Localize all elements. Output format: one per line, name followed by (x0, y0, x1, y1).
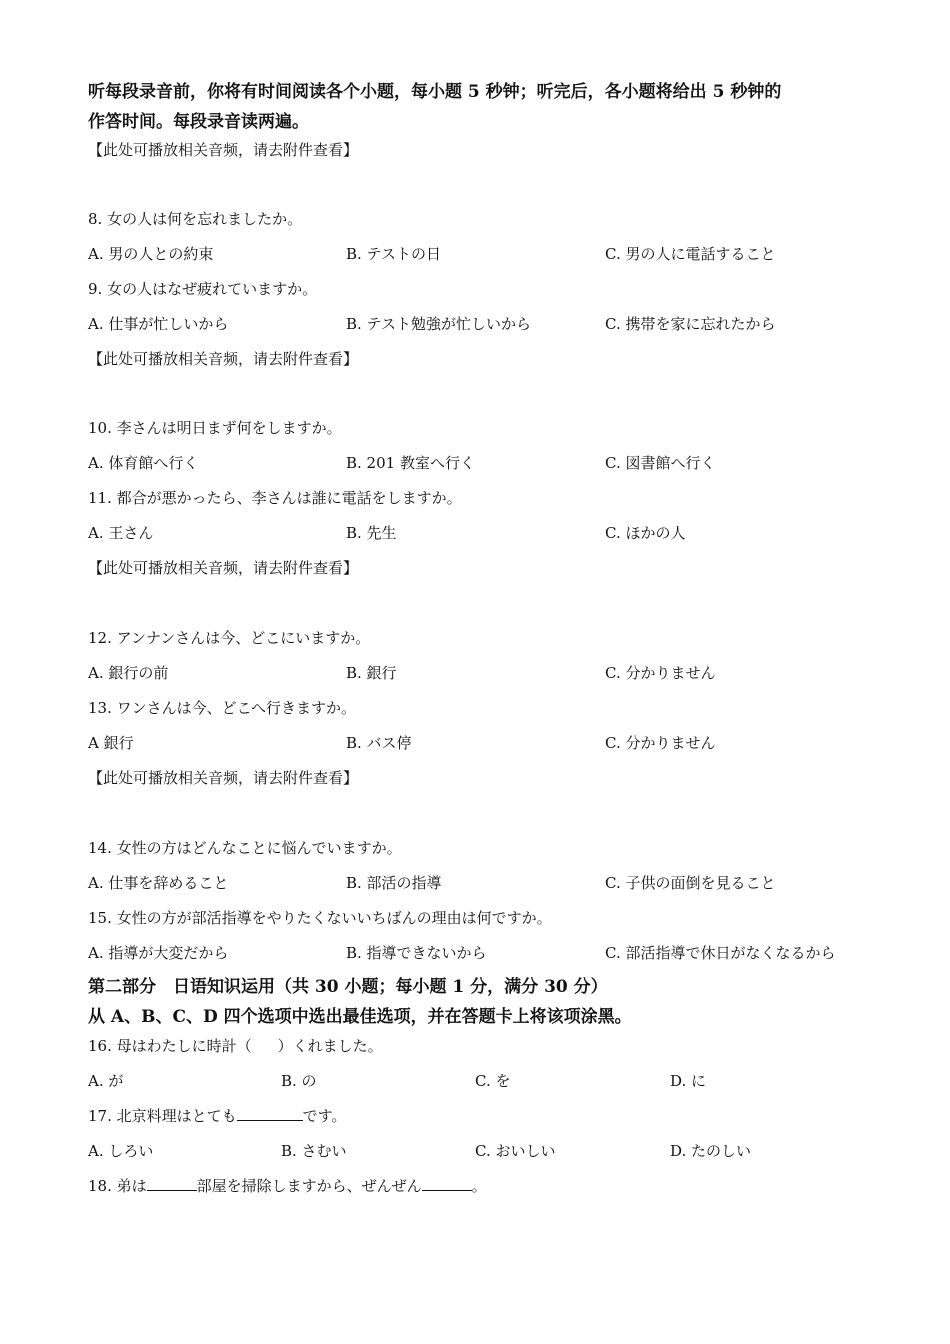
audio-note[interactable]: 【此处可播放相关音频，请去附件查看】 (88, 350, 359, 368)
question-13: 13. ワンさんは今、どこへ行きますか。 (88, 699, 357, 717)
question-10: 10. 李さんは明日まず何をしますか。 (88, 419, 342, 437)
q15-option-b: B. 指導できないから (346, 944, 487, 962)
q14-option-c: C. 子供の面倒を見ること (605, 874, 776, 892)
question-16 (88, 1036, 383, 1056)
q16-option-d: D. に (670, 1072, 707, 1090)
q11-option-a: A. 王さん (88, 524, 154, 542)
q14-option-b: B. 部活の指導 (346, 874, 442, 892)
question-14: 14. 女性の方はどんなことに悩んでいますか。 (88, 839, 402, 857)
q18-text-mid: 部屋を掃除しますから、ぜんぜん (196, 1177, 422, 1195)
q8-option-b: B. テストの日 (346, 245, 441, 263)
question-9: 9. 女の人はなぜ疲れていますか。 (88, 280, 318, 298)
q11-option-c: C. ほかの人 (605, 524, 686, 542)
q18-text-post: 。 (471, 1177, 487, 1195)
q17-option-b: B. さむい (281, 1142, 347, 1160)
q8-option-a: A. 男の人との約束 (88, 245, 214, 263)
part2-title: 第二部分 日语知识运用（共 30 小题；每小题 1 分，满分 30 分） (88, 977, 608, 997)
q16-option-c: C. を (475, 1072, 511, 1090)
q16-text-post: ）くれました。 (277, 1037, 383, 1055)
question-17 (88, 1106, 346, 1126)
q13-option-c: C. 分かりません (605, 734, 716, 752)
q15-option-a: A. 指導が大変だから (88, 944, 229, 962)
question-12: 12. アンナンさんは今、どこにいますか。 (88, 629, 371, 647)
question-8: 8. 女の人は何を忘れましたか。 (88, 210, 303, 228)
q18-blank-2 (422, 1176, 472, 1191)
q17-option-c: C. おいしい (475, 1142, 556, 1160)
q9-option-a: A. 仕事が忙しいから (88, 315, 229, 333)
audio-note[interactable]: 【此处可播放相关音频，请去附件查看】 (88, 141, 359, 159)
q17-blank (237, 1106, 303, 1121)
intro-line-1: 听每段录音前，你将有时间阅读各个小题，每小题 5 秒钟；听完后，各小题将给出 5 秒钟的 (88, 82, 782, 102)
q16-option-a: A. が (88, 1072, 124, 1090)
q13-option-b: B. バス停 (346, 734, 412, 752)
q18-text-pre: 18. 弟は (88, 1177, 147, 1195)
q16-option-b: B. の (281, 1072, 317, 1090)
part2-instruction: 从 A、B、C、D 四个选项中选出最佳选项，并在答题卡上将该项涂黑。 (88, 1007, 632, 1027)
q8-option-c: C. 男の人に電話すること (605, 245, 776, 263)
question-11: 11. 都合が悪かったら、李さんは誰に電話をしますか。 (88, 489, 462, 507)
intro-line-2: 作答时间。每段录音读两遍。 (88, 112, 309, 132)
q17-text-post: です。 (302, 1107, 347, 1125)
q12-option-c: C. 分かりません (605, 664, 716, 682)
audio-note[interactable]: 【此处可播放相关音频，请去附件查看】 (88, 559, 359, 577)
q13-option-a: A 銀行 (88, 734, 134, 752)
question-15: 15. 女性の方が部活指導をやりたくないいちばんの理由は何ですか。 (88, 909, 552, 927)
q11-option-b: B. 先生 (346, 524, 397, 542)
q10-option-c: C. 図書館へ行く (605, 454, 716, 472)
q9-option-c: C. 携帯を家に忘れたから (605, 315, 776, 333)
q17-option-d: D. たのしい (670, 1142, 752, 1160)
q16-text-pre: 16. 母はわたしに時計（ (88, 1037, 252, 1055)
q15-option-c: C. 部活指導で休日がなくなるから (605, 944, 836, 962)
question-18 (88, 1176, 487, 1196)
q10-option-a: A. 体育館へ行く (88, 454, 199, 472)
q17-option-a: A. しろい (88, 1142, 154, 1160)
audio-note[interactable]: 【此处可播放相关音频，请去附件查看】 (88, 769, 359, 787)
q12-option-b: B. 銀行 (346, 664, 397, 682)
q17-text-pre: 17. 北京料理はとても (88, 1107, 237, 1125)
q10-option-b: B. 201 教室へ行く (346, 454, 475, 472)
q9-option-b: B. テスト勉強が忙しいから (346, 315, 531, 333)
q14-option-a: A. 仕事を辞めること (88, 874, 229, 892)
q12-option-a: A. 銀行の前 (88, 664, 169, 682)
q18-blank-1 (147, 1176, 197, 1191)
